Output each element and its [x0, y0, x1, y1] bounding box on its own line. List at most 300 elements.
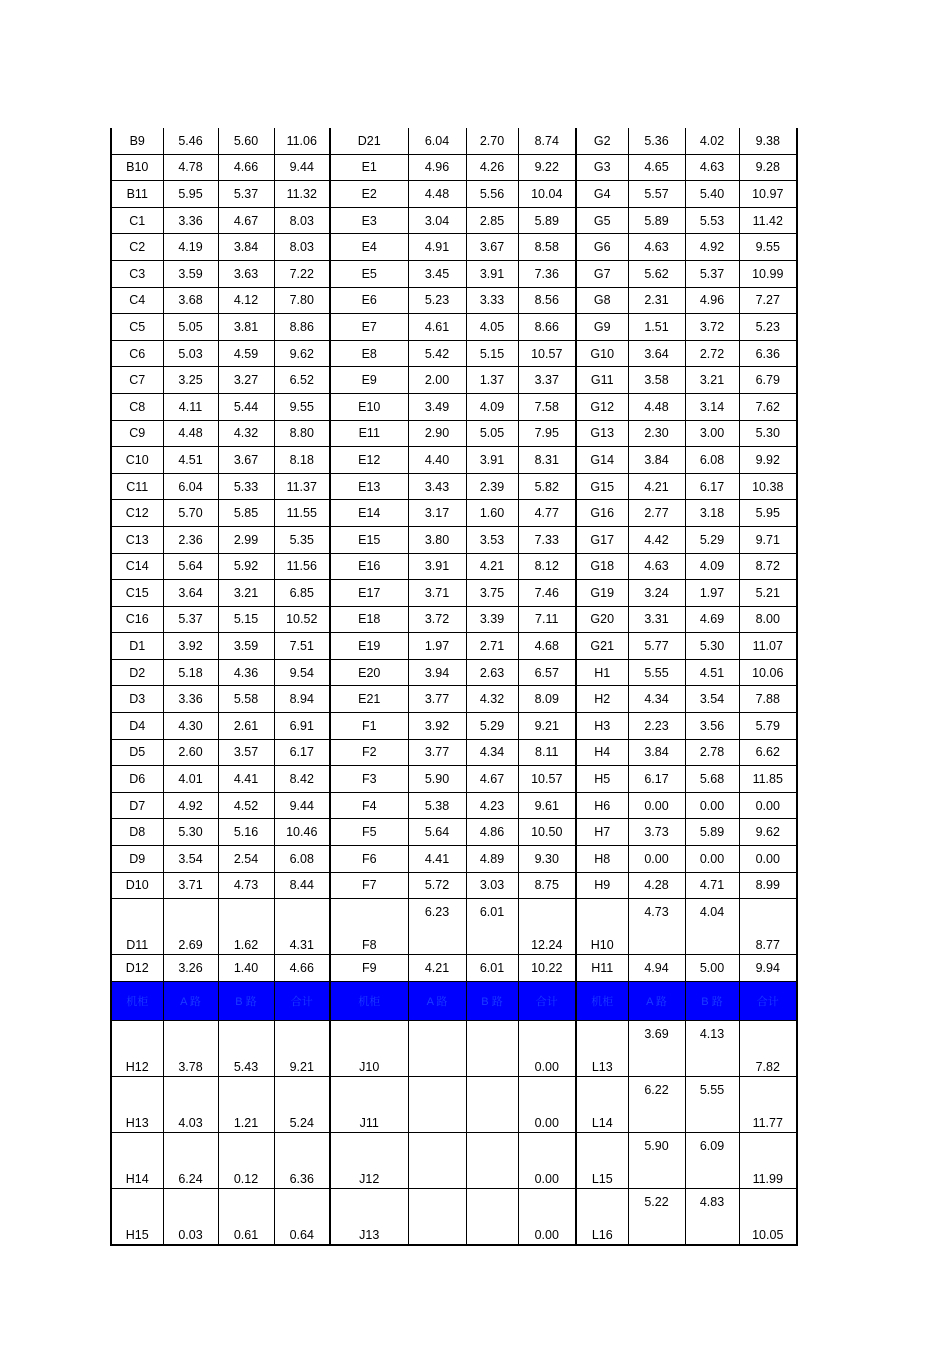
total-cell: 10.52 — [274, 606, 330, 633]
total-cell: 5.79 — [739, 713, 797, 740]
cabinet-cell: G16 — [576, 500, 628, 527]
a-route-cell: 2.30 — [628, 420, 685, 447]
cabinet-cell: G5 — [576, 207, 628, 234]
cabinet-cell: C5 — [111, 314, 163, 341]
cabinet-cell: H4 — [576, 739, 628, 766]
b-route-cell: 1.37 — [466, 367, 518, 394]
b-route-cell: 5.40 — [685, 181, 739, 208]
cabinet-cell: D1 — [111, 633, 163, 660]
b-route-cell: 4.05 — [466, 314, 518, 341]
table-row — [111, 633, 797, 660]
total-cell: 7.80 — [274, 287, 330, 314]
total-cell: 8.80 — [274, 420, 330, 447]
a-route-cell: 3.64 — [163, 580, 218, 607]
cabinet-cell: F8 — [330, 899, 408, 955]
total-cell: 8.18 — [274, 447, 330, 474]
b-route-cell: 2.70 — [466, 128, 518, 154]
cabinet-cell: C7 — [111, 367, 163, 394]
cabinet-cell: D6 — [111, 766, 163, 793]
cabinet-cell: E16 — [330, 553, 408, 580]
a-route-cell: 3.71 — [163, 872, 218, 899]
a-route-cell: 2.77 — [628, 500, 685, 527]
total-cell: 11.99 — [739, 1132, 797, 1188]
cabinet-cell: E5 — [330, 260, 408, 287]
a-route-cell: 6.24 — [163, 1132, 218, 1188]
cabinet-cell: F1 — [330, 713, 408, 740]
b-route-cell: 5.92 — [218, 553, 274, 580]
cabinet-cell: B11 — [111, 181, 163, 208]
b-route-cell: 3.27 — [218, 367, 274, 394]
table-row — [111, 819, 797, 846]
table-row — [111, 367, 797, 394]
a-route-cell: 5.05 — [163, 314, 218, 341]
total-cell: 6.08 — [274, 846, 330, 873]
a-route-cell: 5.37 — [163, 606, 218, 633]
b-route-cell: 4.04 — [685, 899, 739, 955]
a-route-cell: 5.23 — [408, 287, 466, 314]
a-route-cell: 4.73 — [628, 899, 685, 955]
cabinet-cell: E6 — [330, 287, 408, 314]
cabinet-cell: D5 — [111, 739, 163, 766]
total-cell: 7.88 — [739, 686, 797, 713]
b-route-cell: 3.91 — [466, 447, 518, 474]
a-route-cell: 3.84 — [628, 447, 685, 474]
cabinet-cell: G14 — [576, 447, 628, 474]
b-route-cell: 0.00 — [685, 846, 739, 873]
total-cell: 9.54 — [274, 659, 330, 686]
a-route-cell: 5.38 — [408, 792, 466, 819]
table-row — [111, 1132, 797, 1188]
cabinet-cell: G20 — [576, 606, 628, 633]
a-route-cell: 3.36 — [163, 207, 218, 234]
cabinet-cell: G18 — [576, 553, 628, 580]
cabinet-cell: H7 — [576, 819, 628, 846]
cabinet-cell: G3 — [576, 154, 628, 181]
cabinet-cell: E12 — [330, 447, 408, 474]
table-row — [111, 393, 797, 420]
cabinet-cell: E14 — [330, 500, 408, 527]
table-row — [111, 260, 797, 287]
total-cell: 8.74 — [518, 128, 576, 154]
a-route-cell: 5.62 — [628, 260, 685, 287]
b-route-cell: 0.61 — [218, 1188, 274, 1245]
total-cell: 5.35 — [274, 526, 330, 553]
cabinet-cell: E19 — [330, 633, 408, 660]
a-route-cell: 3.17 — [408, 500, 466, 527]
cabinet-cell: C10 — [111, 447, 163, 474]
b-route-cell: 4.92 — [685, 234, 739, 261]
cabinet-cell: E15 — [330, 526, 408, 553]
cabinet-cell: G21 — [576, 633, 628, 660]
cabinet-cell: C3 — [111, 260, 163, 287]
b-route-cell: 5.56 — [466, 181, 518, 208]
b-route-cell: 4.12 — [218, 287, 274, 314]
a-route-cell: 0.03 — [163, 1188, 218, 1245]
a-route-cell: 5.46 — [163, 128, 218, 154]
a-route-cell: 3.26 — [163, 955, 218, 982]
total-cell: 5.30 — [739, 420, 797, 447]
cabinet-cell: G8 — [576, 287, 628, 314]
a-route-cell: 4.21 — [408, 955, 466, 982]
table-row — [111, 713, 797, 740]
cabinet-cell: G2 — [576, 128, 628, 154]
a-route-cell: 5.72 — [408, 872, 466, 899]
total-cell: 9.61 — [518, 792, 576, 819]
cabinet-cell: D2 — [111, 659, 163, 686]
a-route-cell: 3.78 — [163, 1020, 218, 1076]
cabinet-cell: E2 — [330, 181, 408, 208]
table-row — [111, 846, 797, 873]
total-cell: 9.44 — [274, 792, 330, 819]
cabinet-cell: H6 — [576, 792, 628, 819]
cabinet-cell: D11 — [111, 899, 163, 955]
total-cell: 5.23 — [739, 314, 797, 341]
b-route-cell: 3.67 — [466, 234, 518, 261]
b-route-cell: 5.43 — [218, 1020, 274, 1076]
a-route-cell: 3.68 — [163, 287, 218, 314]
a-route-cell: 4.94 — [628, 955, 685, 982]
cabinet-cell: H3 — [576, 713, 628, 740]
b-route-cell: 4.09 — [685, 553, 739, 580]
cabinet-cell: G11 — [576, 367, 628, 394]
cabinet-cell: C15 — [111, 580, 163, 607]
cabinet-cell: G4 — [576, 181, 628, 208]
a-route-cell: 5.95 — [163, 181, 218, 208]
b-route-cell: 4.26 — [466, 154, 518, 181]
b-route-cell: 3.81 — [218, 314, 274, 341]
total-cell: 10.22 — [518, 955, 576, 982]
a-route-cell: 3.49 — [408, 393, 466, 420]
b-route-cell: 4.83 — [685, 1188, 739, 1245]
column-header: B 路 — [218, 981, 274, 1020]
table-row — [111, 606, 797, 633]
table-row — [111, 234, 797, 261]
a-route-cell: 3.31 — [628, 606, 685, 633]
total-cell: 6.57 — [518, 659, 576, 686]
b-route-cell: 4.32 — [466, 686, 518, 713]
total-cell: 0.00 — [739, 792, 797, 819]
total-cell: 7.33 — [518, 526, 576, 553]
total-cell: 9.92 — [739, 447, 797, 474]
b-route-cell: 3.56 — [685, 713, 739, 740]
b-route-cell: 5.68 — [685, 766, 739, 793]
cabinet-cell: G9 — [576, 314, 628, 341]
a-route-cell: 2.23 — [628, 713, 685, 740]
b-route-cell: 3.84 — [218, 234, 274, 261]
b-route-cell: 5.05 — [466, 420, 518, 447]
table-row — [111, 340, 797, 367]
b-route-cell: 3.67 — [218, 447, 274, 474]
total-cell: 4.66 — [274, 955, 330, 982]
cabinet-cell: D4 — [111, 713, 163, 740]
a-route-cell: 0.00 — [628, 792, 685, 819]
total-cell: 10.57 — [518, 340, 576, 367]
a-route-cell: 6.22 — [628, 1076, 685, 1132]
total-cell: 9.62 — [739, 819, 797, 846]
total-cell: 6.52 — [274, 367, 330, 394]
cabinet-cell: H5 — [576, 766, 628, 793]
a-route-cell: 4.61 — [408, 314, 466, 341]
total-cell: 8.11 — [518, 739, 576, 766]
table-row — [111, 128, 797, 154]
b-route-cell: 2.54 — [218, 846, 274, 873]
b-route-cell: 1.40 — [218, 955, 274, 982]
total-cell: 7.27 — [739, 287, 797, 314]
cabinet-cell: C9 — [111, 420, 163, 447]
cabinet-cell: B9 — [111, 128, 163, 154]
cabinet-cell: H1 — [576, 659, 628, 686]
a-route-cell: 3.84 — [628, 739, 685, 766]
cabinet-cell: L16 — [576, 1188, 628, 1245]
b-route-cell: 4.34 — [466, 739, 518, 766]
a-route-cell: 5.18 — [163, 659, 218, 686]
b-route-cell: 5.30 — [685, 633, 739, 660]
b-route-cell — [466, 1132, 518, 1188]
b-route-cell: 4.21 — [466, 553, 518, 580]
b-route-cell: 4.71 — [685, 872, 739, 899]
b-route-cell: 3.03 — [466, 872, 518, 899]
a-route-cell: 6.17 — [628, 766, 685, 793]
total-cell: 8.72 — [739, 553, 797, 580]
b-route-cell: 4.52 — [218, 792, 274, 819]
a-route-cell: 3.80 — [408, 526, 466, 553]
total-cell: 6.85 — [274, 580, 330, 607]
b-route-cell: 4.32 — [218, 420, 274, 447]
total-cell: 11.07 — [739, 633, 797, 660]
b-route-cell: 5.15 — [218, 606, 274, 633]
b-route-cell: 6.08 — [685, 447, 739, 474]
cabinet-cell: E13 — [330, 473, 408, 500]
b-route-cell: 6.17 — [685, 473, 739, 500]
total-cell: 9.38 — [739, 128, 797, 154]
a-route-cell: 5.57 — [628, 181, 685, 208]
cabinet-cell: H13 — [111, 1076, 163, 1132]
a-route-cell: 2.31 — [628, 287, 685, 314]
column-header: 合计 — [274, 981, 330, 1020]
cabinet-cell: G7 — [576, 260, 628, 287]
column-header: 机柜 — [576, 981, 628, 1020]
table-row — [111, 314, 797, 341]
table-row — [111, 955, 797, 982]
total-cell: 9.44 — [274, 154, 330, 181]
b-route-cell: 2.85 — [466, 207, 518, 234]
total-cell: 10.99 — [739, 260, 797, 287]
column-header: 合计 — [518, 981, 576, 1020]
total-cell: 9.55 — [274, 393, 330, 420]
total-cell: 0.00 — [518, 1132, 576, 1188]
b-route-cell: 6.01 — [466, 899, 518, 955]
b-route-cell — [466, 1076, 518, 1132]
a-route-cell: 0.00 — [628, 846, 685, 873]
b-route-cell: 3.59 — [218, 633, 274, 660]
b-route-cell: 3.53 — [466, 526, 518, 553]
table-row — [111, 526, 797, 553]
total-cell: 10.57 — [518, 766, 576, 793]
b-route-cell: 4.02 — [685, 128, 739, 154]
b-route-cell: 3.72 — [685, 314, 739, 341]
a-route-cell: 5.90 — [628, 1132, 685, 1188]
b-route-cell: 5.53 — [685, 207, 739, 234]
cabinet-cell: B10 — [111, 154, 163, 181]
total-cell: 0.00 — [739, 846, 797, 873]
cabinet-cell: D9 — [111, 846, 163, 873]
cabinet-cell: L13 — [576, 1020, 628, 1076]
total-cell: 0.64 — [274, 1188, 330, 1245]
total-cell: 10.46 — [274, 819, 330, 846]
a-route-cell: 5.22 — [628, 1188, 685, 1245]
total-cell: 6.62 — [739, 739, 797, 766]
b-route-cell: 3.33 — [466, 287, 518, 314]
b-route-cell: 6.01 — [466, 955, 518, 982]
total-cell: 7.95 — [518, 420, 576, 447]
a-route-cell: 4.96 — [408, 154, 466, 181]
a-route-cell: 4.30 — [163, 713, 218, 740]
total-cell: 11.55 — [274, 500, 330, 527]
table-row — [111, 154, 797, 181]
a-route-cell: 3.69 — [628, 1020, 685, 1076]
b-route-cell: 5.00 — [685, 955, 739, 982]
cabinet-cell: H8 — [576, 846, 628, 873]
b-route-cell: 4.63 — [685, 154, 739, 181]
column-header: A 路 — [408, 981, 466, 1020]
a-route-cell: 3.92 — [408, 713, 466, 740]
total-cell: 0.00 — [518, 1188, 576, 1245]
a-route-cell: 1.97 — [408, 633, 466, 660]
b-route-cell: 5.37 — [218, 181, 274, 208]
cabinet-cell: E7 — [330, 314, 408, 341]
table-row — [111, 1188, 797, 1245]
a-route-cell — [408, 1076, 466, 1132]
cabinet-cell: C16 — [111, 606, 163, 633]
cabinet-cell: C11 — [111, 473, 163, 500]
total-cell: 4.68 — [518, 633, 576, 660]
total-cell: 5.24 — [274, 1076, 330, 1132]
table-row — [111, 872, 797, 899]
a-route-cell: 3.73 — [628, 819, 685, 846]
cabinet-cell: D21 — [330, 128, 408, 154]
a-route-cell: 1.51 — [628, 314, 685, 341]
table-row — [111, 1076, 797, 1132]
b-route-cell: 2.78 — [685, 739, 739, 766]
a-route-cell: 4.01 — [163, 766, 218, 793]
total-cell: 10.50 — [518, 819, 576, 846]
cabinet-cell: J13 — [330, 1188, 408, 1245]
b-route-cell: 5.29 — [466, 713, 518, 740]
b-route-cell: 2.39 — [466, 473, 518, 500]
a-route-cell: 3.94 — [408, 659, 466, 686]
cabinet-cell: C13 — [111, 526, 163, 553]
total-cell: 9.21 — [518, 713, 576, 740]
b-route-cell: 4.89 — [466, 846, 518, 873]
b-route-cell: 5.29 — [685, 526, 739, 553]
a-route-cell: 6.04 — [408, 128, 466, 154]
a-route-cell: 5.03 — [163, 340, 218, 367]
a-route-cell: 3.24 — [628, 580, 685, 607]
total-cell: 9.55 — [739, 234, 797, 261]
b-route-cell: 4.41 — [218, 766, 274, 793]
b-route-cell: 2.99 — [218, 526, 274, 553]
a-route-cell: 3.04 — [408, 207, 466, 234]
total-cell: 9.28 — [739, 154, 797, 181]
a-route-cell: 4.42 — [628, 526, 685, 553]
total-cell: 9.22 — [518, 154, 576, 181]
a-route-cell: 5.36 — [628, 128, 685, 154]
total-cell: 8.00 — [739, 606, 797, 633]
column-header: 合计 — [739, 981, 797, 1020]
a-route-cell: 3.91 — [408, 553, 466, 580]
cabinet-cell: L14 — [576, 1076, 628, 1132]
b-route-cell: 5.89 — [685, 819, 739, 846]
a-route-cell — [408, 1188, 466, 1245]
total-cell: 7.58 — [518, 393, 576, 420]
b-route-cell: 4.09 — [466, 393, 518, 420]
total-cell: 8.77 — [739, 899, 797, 955]
cabinet-cell: D7 — [111, 792, 163, 819]
total-cell: 7.22 — [274, 260, 330, 287]
cabinet-cell: C4 — [111, 287, 163, 314]
a-route-cell: 5.70 — [163, 500, 218, 527]
cabinet-cell: E20 — [330, 659, 408, 686]
b-route-cell: 2.72 — [685, 340, 739, 367]
cabinet-cell: F3 — [330, 766, 408, 793]
b-route-cell: 3.21 — [218, 580, 274, 607]
a-route-cell: 5.77 — [628, 633, 685, 660]
total-cell: 7.51 — [274, 633, 330, 660]
cabinet-cell: C14 — [111, 553, 163, 580]
total-cell: 10.04 — [518, 181, 576, 208]
b-route-cell: 4.69 — [685, 606, 739, 633]
cabinet-cell: E17 — [330, 580, 408, 607]
cabinet-cell: C6 — [111, 340, 163, 367]
a-route-cell: 3.59 — [163, 260, 218, 287]
b-route-cell — [466, 1020, 518, 1076]
a-route-cell: 2.90 — [408, 420, 466, 447]
cabinet-cell: H2 — [576, 686, 628, 713]
b-route-cell: 4.96 — [685, 287, 739, 314]
table-row — [111, 1020, 797, 1076]
total-cell: 8.12 — [518, 553, 576, 580]
total-cell: 7.82 — [739, 1020, 797, 1076]
total-cell: 8.56 — [518, 287, 576, 314]
total-cell: 8.86 — [274, 314, 330, 341]
a-route-cell: 4.63 — [628, 234, 685, 261]
table-row — [111, 287, 797, 314]
b-route-cell: 4.13 — [685, 1020, 739, 1076]
a-route-cell: 3.77 — [408, 739, 466, 766]
a-route-cell: 4.78 — [163, 154, 218, 181]
cabinet-cell: H12 — [111, 1020, 163, 1076]
table-row — [111, 420, 797, 447]
cabinet-cell: E18 — [330, 606, 408, 633]
total-cell: 11.32 — [274, 181, 330, 208]
cabinet-cell: E10 — [330, 393, 408, 420]
total-cell: 7.62 — [739, 393, 797, 420]
a-route-cell: 5.42 — [408, 340, 466, 367]
cabinet-cell: H10 — [576, 899, 628, 955]
table-row — [111, 580, 797, 607]
cabinet-cell: C12 — [111, 500, 163, 527]
b-route-cell: 4.66 — [218, 154, 274, 181]
cabinet-cell: E8 — [330, 340, 408, 367]
b-route-cell: 5.58 — [218, 686, 274, 713]
a-route-cell: 5.64 — [163, 553, 218, 580]
a-route-cell: 4.63 — [628, 553, 685, 580]
b-route-cell: 2.61 — [218, 713, 274, 740]
b-route-cell: 4.67 — [466, 766, 518, 793]
cabinet-cell: G15 — [576, 473, 628, 500]
a-route-cell: 4.19 — [163, 234, 218, 261]
column-header: 机柜 — [111, 981, 163, 1020]
